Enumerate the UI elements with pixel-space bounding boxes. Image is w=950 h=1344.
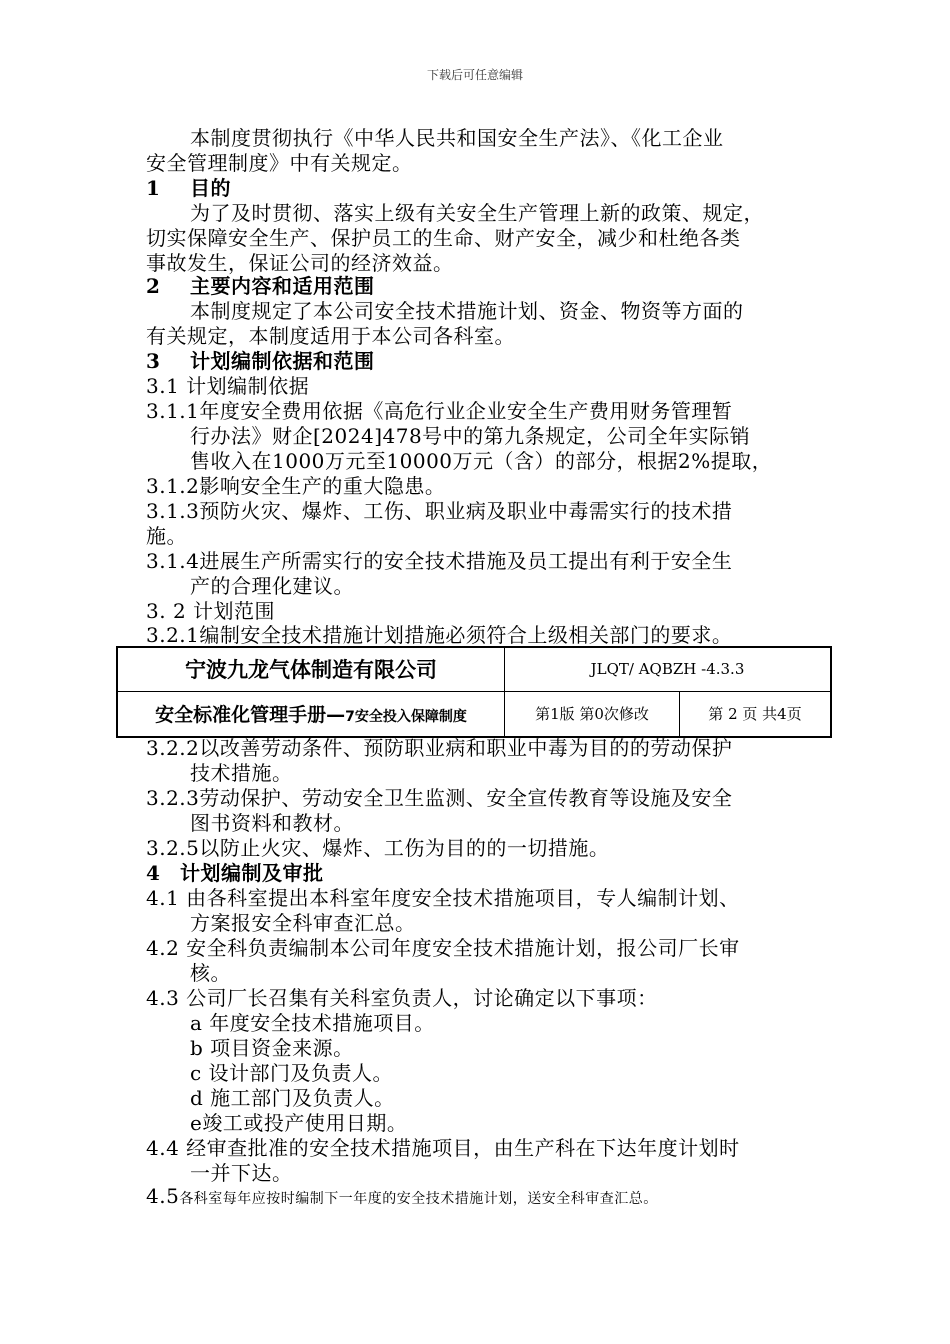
heading-number: 2 [146,274,161,298]
body-line: 产的合理化建议。 [190,574,354,598]
heading-title: 计划编制及审批 [180,861,324,885]
list-item: a 年度安全技术措施项目。 [190,1011,435,1035]
heading-number: 4 [146,861,161,885]
section-heading [146,860,324,886]
page-info: 第 2 页 共4页 [680,691,832,737]
section-heading [146,348,375,374]
manual-title-main: 安全标准化管理手册— [155,704,346,727]
body-line: 技术措施。 [190,761,293,785]
heading-number: 1 [146,176,161,200]
body-line: 方案报安全科审查汇总。 [190,911,416,935]
body-line: 3.1.3预防火灾、爆炸、工伤、职业病及职业中毒需实行的技术措 [146,499,733,523]
body-line [146,1183,658,1212]
version-info: 第1版 第0次修改 [505,691,680,737]
body-line: 图书资料和教材。 [190,811,354,835]
document-header-table [116,646,832,738]
heading-title: 主要内容和适用范围 [190,274,375,298]
body-line: 3.1.2影响安全生产的重大隐患。 [146,474,446,498]
manual-title [117,691,505,737]
manual-title-sub: 7安全投入保障制度 [345,709,467,726]
body-line: 3.2.2以改善劳动条件、预防职业病和职业中毒为目的的劳动保护 [146,736,733,760]
body-line: 4.3 公司厂长召集有关科室负责人，讨论确定以下事项： [146,986,658,1010]
clause-text: 各科室每年应按时编制下一年度的安全技术措施计划，送安全科审查汇总。 [179,1191,658,1207]
body-line: 3.2.1编制安全技术措施计划措施必须符合上级相关部门的要求。 [146,623,733,647]
section-heading [146,273,375,299]
body-line: 3.1.4进展生产所需实行的安全技术措施及员工提出有利于安全生 [146,549,733,573]
body-line: 4.4 经审查批准的安全技术措施项目，由生产科在下达年度计划时 [146,1136,740,1160]
body-line: 3.2.3劳动保护、劳动安全卫生监测、安全宣传教育等设施及安全 [146,786,733,810]
section-heading [146,175,231,201]
body-line: 4.1 由各科室提出本科室年度安全技术措施项目，专人编制计划、 [146,886,740,910]
heading-number: 3 [146,349,161,373]
body-line: 3.1.1年度安全费用依据《高危行业企业安全生产费用财务管理暂 [146,399,733,423]
body-line: 核。 [190,961,231,985]
list-item: b 项目资金来源。 [190,1036,354,1060]
clause-number: 4.5 [146,1184,180,1208]
body-line: 切实保障安全生产、保护员工的生命、财产安全，减少和杜绝各类 [146,226,741,250]
company-name: 宁波九龙气体制造有限公司 [117,647,505,691]
list-item: d 施工部门及负责人。 [190,1086,395,1110]
download-note: 下载后可任意编辑 [426,68,523,82]
body-line: 有关规定，本制度适用于本公司各科室。 [146,324,515,348]
body-line: 本制度规定了本公司安全技术措施计划、资金、物资等方面的 [190,299,744,323]
list-item: c 设计部门及负责人。 [190,1061,394,1085]
body-line: 安全管理制度》中有关规定。 [146,151,413,175]
body-line: 事故发生，保证公司的经济效益。 [146,251,454,275]
body-line: 3.2.5以防止火灾、爆炸、工伤为目的的一切措施。 [146,836,610,860]
body-line: 行办法》财企[2024]478号中的第九条规定，公司全年实际销 [190,424,751,448]
body-line: 本制度贯彻执行《中华人民共和国安全生产法》、《化工企业 [190,126,724,150]
heading-title: 目的 [190,176,231,200]
body-line: 售收入在1000万元至10000万元（含）的部分，根据2%提取， [190,449,773,473]
body-line: 3. 2 计划范围 [146,599,276,623]
body-line: 施。 [146,524,187,548]
heading-title: 计划编制依据和范围 [190,349,375,373]
body-line: 3.1 计划编制依据 [146,374,310,398]
document-code: JLQT/ AQBZH -4.3.3 [505,647,832,691]
body-line: 为了及时贯彻、落实上级有关安全生产管理上新的政策、规定， [190,201,764,225]
body-line: 一并下达。 [190,1161,293,1185]
body-line: 4.2 安全科负责编制本公司年度安全技术措施计划，报公司厂长审 [146,936,740,960]
list-item: e竣工或投产使用日期。 [190,1111,408,1135]
